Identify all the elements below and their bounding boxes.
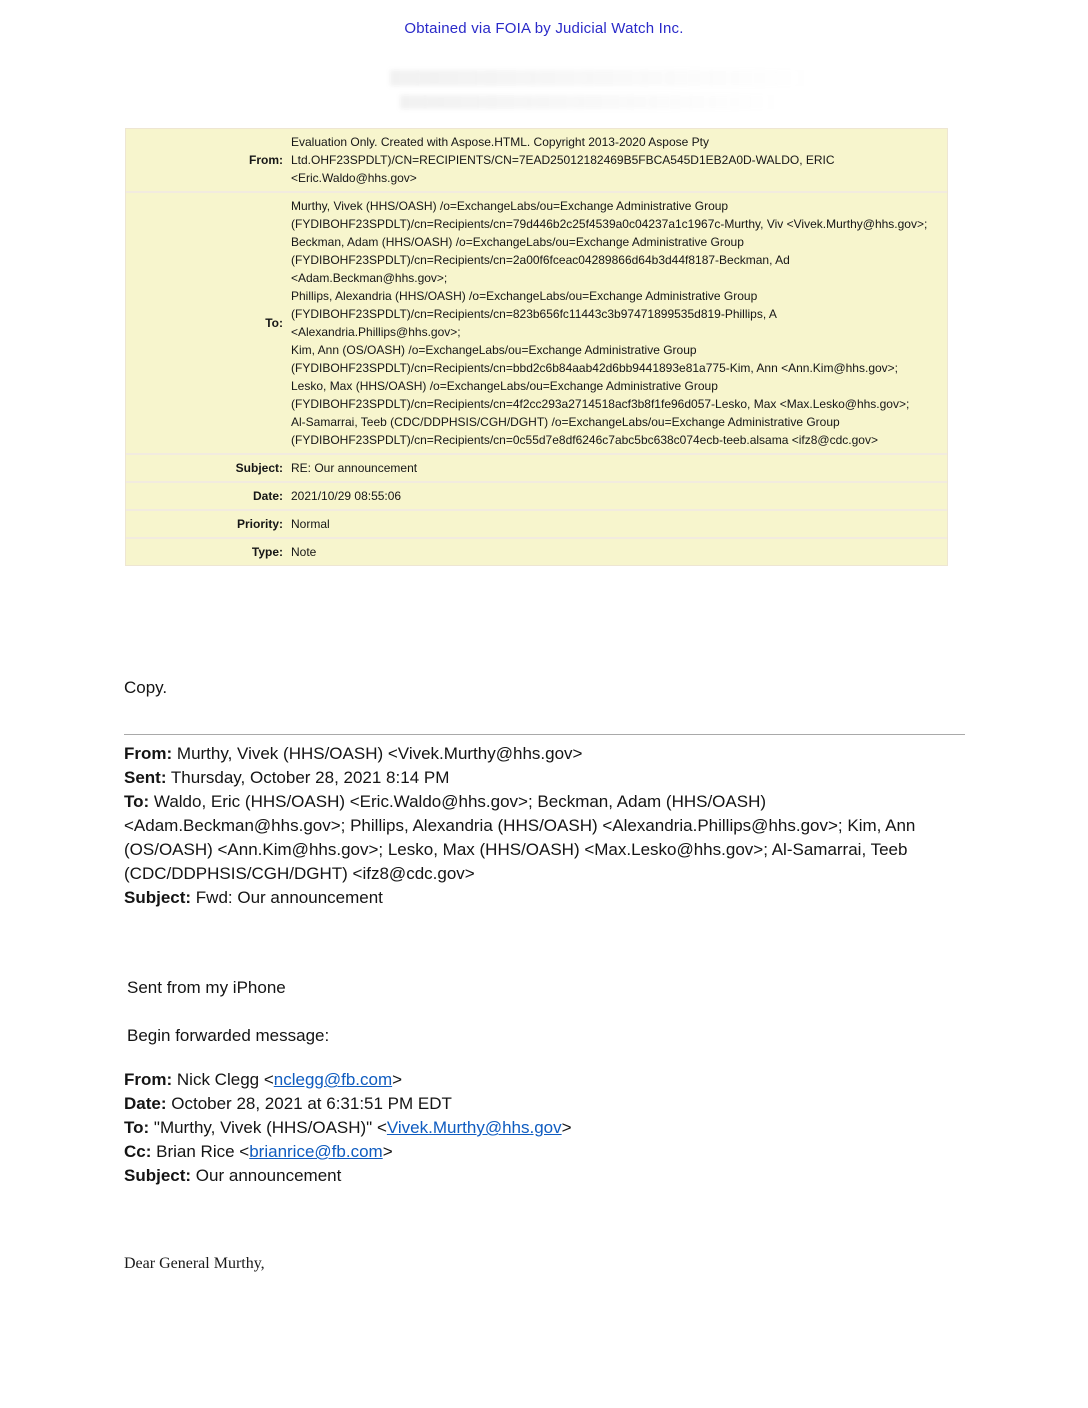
- recipient: Phillips, Alexandria (HHS/OASH) /o=ExchangeLabs/ou=Exchange Administrative Group (FYDIBOHF23SPDLT)/cn=Recipients/cn=823b656fc11443c3b97471899535d819-Phillips, A <Alexandria.Phillips@hhs.gov>;: [291, 289, 777, 339]
- fwd-subject-line: [124, 1164, 964, 1188]
- brianrice-email-link[interactable]: brianrice@fb.com: [249, 1142, 383, 1161]
- foia-watermark: Obtained via FOIA by Judicial Watch Inc.: [404, 20, 684, 37]
- reply-sent-value: Thursday, October 28, 2021 8:14 PM: [170, 768, 450, 787]
- priority-label: Priority:: [236, 517, 283, 531]
- fwd-cc-post: >: [382, 1142, 393, 1161]
- reply-to-line: [124, 790, 924, 886]
- recipient: Al-Samarrai, Teeb (CDC/DDPHSIS/CGH/DGHT) /o=ExchangeLabs/ou=Exchange Administrative Group (FYDIBOHF23SPDLT)/cn=Recipients/cn=0c55d7e8df6246c7abc5bc638c074ecb-teeb.alsama <ifz8@cdc.gov>: [291, 415, 878, 447]
- type-value: Note: [291, 545, 317, 559]
- to-label: To:: [265, 316, 283, 330]
- header-row-priority: [126, 509, 947, 537]
- reply-subject-line: [124, 886, 924, 910]
- header-row-to: [126, 191, 947, 453]
- forward-notice: Begin forwarded message:: [127, 1026, 330, 1045]
- reply-sent-label: Sent:: [124, 768, 167, 787]
- subject-label: Subject:: [235, 461, 283, 475]
- nclegg-email-link[interactable]: nclegg@fb.com: [273, 1070, 393, 1089]
- fwd-from-post: >: [392, 1070, 403, 1089]
- from-value: Evaluation Only. Created with Aspose.HTML. Copyright 2013-2020 Aspose Pty Ltd.OHF23SPDLT)/CN=RECIPIENTS/CN=7EAD25012182469B5FBCA545D1EB2A0D-WALDO, ERIC <Eric.Waldo@hhs.gov>: [291, 135, 835, 185]
- reply-subject-label: Subject:: [124, 888, 192, 907]
- reply-subject-value: Fwd: Our announcement: [195, 888, 383, 907]
- reply-to-label: To:: [124, 792, 150, 811]
- fwd-date-label: Date:: [124, 1094, 167, 1113]
- email-header-table: [125, 128, 948, 566]
- header-row-type: [126, 537, 947, 565]
- fwd-to-post: >: [561, 1118, 572, 1137]
- fwd-date-value: October 28, 2021 at 6:31:51 PM EDT: [171, 1094, 452, 1113]
- fwd-date-line: [124, 1092, 964, 1116]
- salutation: Dear General Murthy,: [124, 1255, 265, 1272]
- reply-from-label: From:: [124, 744, 173, 763]
- reply-from-value: Murthy, Vivek (HHS/OASH) <Vivek.Murthy@hhs.gov>: [176, 744, 583, 763]
- recipient: Beckman, Adam (HHS/OASH) /o=ExchangeLabs/ou=Exchange Administrative Group (FYDIBOHF23SPDLT)/cn=Recipients/cn=2a00f6fceac04289866d64b3d44f8187-Beckman, Ad <Adam.Beckman@hhs.gov>;: [291, 235, 790, 285]
- to-value: [291, 197, 947, 449]
- date-value: 2021/10/29 08:55:06: [291, 489, 402, 503]
- from-label: From:: [249, 153, 283, 167]
- copy-note: Copy.: [124, 678, 168, 697]
- date-label: Date:: [252, 489, 283, 503]
- recipient: Kim, Ann (OS/OASH) /o=ExchangeLabs/ou=Exchange Administrative Group (FYDIBOHF23SPDLT)/cn=Recipients/cn=bbd2c6b84aab42d6bb9441893e81a775-Kim, Ann <Ann.Kim@hhs.gov>;: [291, 343, 899, 375]
- header-row-from: [126, 129, 947, 191]
- fwd-cc-line: [124, 1140, 964, 1164]
- scan-artifact: [400, 95, 780, 109]
- type-label: Type:: [251, 545, 283, 559]
- fwd-to-label: To:: [124, 1118, 150, 1137]
- subject-value: RE: Our announcement: [291, 461, 418, 475]
- header-row-date: [126, 481, 947, 509]
- scan-artifact: [390, 70, 810, 86]
- recipient: Murthy, Vivek (HHS/OASH) /o=ExchangeLabs/ou=Exchange Administrative Group (FYDIBOHF23SPDLT)/cn=Recipients/cn=79d446b2c25f4539a0c04237a1c1967c-Murthy, Viv <Vivek.Murthy@hhs.gov>;: [291, 199, 928, 231]
- fwd-cc-label: Cc:: [124, 1142, 152, 1161]
- header-row-subject: [126, 453, 947, 481]
- priority-value: Normal: [291, 517, 330, 531]
- fwd-to-pre: "Murthy, Vivek (HHS/OASH)" <: [153, 1118, 387, 1137]
- fwd-to-line: [124, 1116, 964, 1140]
- section-divider: [124, 734, 965, 735]
- fwd-cc-pre: Brian Rice <: [156, 1142, 250, 1161]
- reply-sent-line: [124, 766, 924, 790]
- fwd-from-pre: Nick Clegg <: [176, 1070, 274, 1089]
- fwd-subject-label: Subject:: [124, 1166, 192, 1185]
- forwarded-header-block: [124, 1068, 964, 1188]
- reply-to-value: Waldo, Eric (HHS/OASH) <Eric.Waldo@hhs.gov>; Beckman, Adam (HHS/OASH) <Adam.Beckman@hhs.gov>; Phillips, Alexandria (HHS/OASH) <Alexandria.Phillips@hhs.gov>; Kim, Ann (OS/OASH) <Ann.Kim@hhs.gov>; Lesko, Max (HHS/OASH) <Max.Lesko@hhs.gov>; Al-Samarrai, Teeb (CDC/DDPHSIS/CGH/DGHT) <ifz8@cdc.gov>: [124, 792, 916, 883]
- murthy-email-link[interactable]: Vivek.Murthy@hhs.gov: [386, 1118, 562, 1137]
- iphone-signature: Sent from my iPhone: [127, 978, 286, 997]
- fwd-from-label: From:: [124, 1070, 173, 1089]
- fwd-from-line: [124, 1068, 964, 1092]
- reply-header-block: [124, 742, 924, 910]
- fwd-subject-value: Our announcement: [195, 1166, 342, 1185]
- recipient: Lesko, Max (HHS/OASH) /o=ExchangeLabs/ou=Exchange Administrative Group (FYDIBOHF23SPDLT)/cn=Recipients/cn=4f2cc293a2714518acf3b8f1fe96d057-Lesko, Max <Max.Lesko@hhs.gov>;: [291, 379, 910, 411]
- reply-from-line: [124, 742, 924, 766]
